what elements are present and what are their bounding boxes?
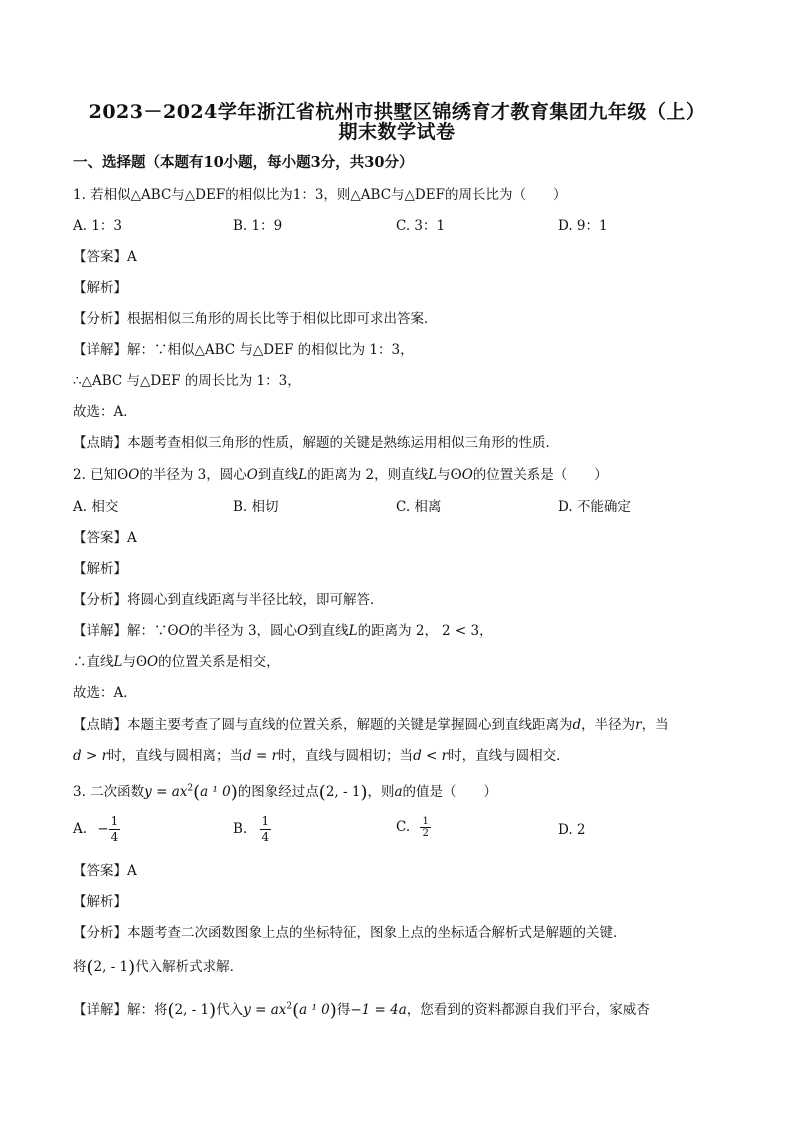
math-fraction [260,814,272,845]
dianjing-text: 本题考查相似三角形的性质，解题的关键是熟练运用相似三角形的性质． [127,435,559,451]
q2-step-part: ∴直线 [73,654,114,670]
q2-stem-part: 2. 已知 [73,467,118,483]
fraction-denominator: 4 [110,830,119,844]
math-paren: ) [209,1000,217,1021]
option-label: C. [396,819,411,835]
math-exponent: 2 [187,783,194,794]
math-paren: ( [292,1000,300,1021]
q3-xj-part: 解：将 [127,1002,168,1018]
q2-fenxi [73,588,384,608]
fenxi-tag: 【分析】 [73,592,127,608]
q2-option-c: C. 相离 [396,499,442,515]
q2-stem-part: 与 [437,467,451,483]
answer-value: A [127,863,137,879]
circle-symbol: ʘ [117,467,129,483]
q2-step-part: 与 [122,654,136,670]
math-op: = [251,748,272,764]
option-label: A. [73,821,88,837]
fraction-numerator: 1 [422,816,429,827]
q1-xiangjie [73,338,414,358]
dianjing-tag: 【点睛】 [73,435,127,451]
q1-dianjing [73,431,559,451]
q2-dj-part: 时，直线与圆相离；当 [108,748,244,764]
q3-option-a [73,814,120,845]
q2-dj-part: 本题主要考查了圆与直线的位置关系，解题的关键是掌握圆心到直线距离为 [127,717,573,733]
math-var-r: r [635,717,642,733]
q1-fenxi [73,307,438,327]
q3-stem-part: ，则 [367,784,395,800]
q3-stem-part: 的图象经过点 [237,784,319,800]
math-equation: −1 = 4a [350,1002,407,1018]
q2-stem-part: 的半径为 3，圆心 [139,467,247,483]
math-func: y = ax [243,1002,287,1018]
xiangjie-tag: 【详解】 [73,342,127,358]
q2-dj-part: ，当 [641,717,669,733]
math-paren: ( [193,782,201,803]
math-var-o: O [128,467,140,483]
math-var-d: d [572,717,582,733]
q3-fenxi [73,921,627,941]
q2-dianjing [73,713,669,733]
math-var-o: O [147,654,159,670]
math-point: 2, - 1 [325,784,361,800]
math-paren: ) [128,957,136,978]
q3-xj-part: 得 [336,1002,351,1018]
xiangjie-tag: 【详解】 [73,1002,127,1018]
q2-option-d: D. 不能确定 [558,499,631,515]
q1-stem: 1. 若相似△ABC与△DEF的相似比为1：3，则△ABC与△DEF的周长比为（ ） [73,187,567,203]
math-var-r: r [101,748,109,764]
math-var-l: L [113,654,123,670]
q1-option-a: A. 1：3 [73,218,123,234]
answer-tag: 【答案】 [73,530,127,546]
circle-symbol: ʘ [167,623,179,639]
math-var-r: r [271,748,279,764]
math-var-o: O [246,467,258,483]
fenxi-text: 根据相似三角形的周长比等于相似比即可求出答案． [127,311,438,327]
q2-stem-part: 的距离为 2，则直线 [307,467,429,483]
fraction-denominator: 2 [422,828,429,839]
q2-option-b: B. 相切 [233,499,279,515]
math-var-o: O [461,467,473,483]
math-condition: a ¹ 0 [200,784,231,800]
math-point: 2, - 1 [174,1002,210,1018]
math-exponent: 2 [286,1001,293,1012]
answer-tag: 【答案】 [73,863,127,879]
q1-step2: ∴△ABC 与△DEF 的周长比为 1：3， [73,373,301,389]
xiangjie-tag: 【详解】 [73,623,127,639]
math-paren: ) [230,782,238,803]
dianjing-tag: 【点睛】 [73,717,127,733]
fraction-denominator: 4 [261,830,270,844]
math-fraction [420,816,430,839]
q1-option-d: D. 9：1 [558,218,608,234]
q3-xj-part: 代入 [216,1002,244,1018]
math-inequality: 2 < 3 [441,623,480,639]
q3-stem-part: 3. 二次函数 [73,784,145,800]
math-point: 2, - 1 [93,959,129,975]
math-var-d: d [73,748,82,764]
xiangjie-text: 解：∵相似△ABC 与△DEF 的相似比为 1：3， [127,342,414,358]
math-var-o: O [297,623,309,639]
q2-xiangjie [73,619,493,639]
circle-symbol: ʘ [450,467,462,483]
q1-answer [73,245,137,265]
q2-stem [73,463,608,483]
math-condition: a ¹ 0 [299,1002,330,1018]
q2-xj-part: 的半径为 3，圆心 [189,623,298,639]
math-paren: ( [86,957,94,978]
q3-stem-part: 的值是（ ） [402,784,498,800]
q2-xj-part: 解：∵ [127,623,168,639]
fenxi-text: 本题考查二次函数图象上点的坐标特征，图象上点的坐标适合解析式是解题的关键． [127,925,627,941]
q3-option-b [233,814,271,845]
q1-option-b: B. 1：9 [233,218,283,234]
q1-option-c: C. 3：1 [396,218,446,234]
q2-dianjing-line2 [73,744,570,764]
q2-analysis-tag: 【解析】 [73,561,127,577]
math-paren: ( [167,1000,175,1021]
math-op: > [81,748,102,764]
math-var-r: r [441,748,449,764]
q2-stem-part: 到直线 [257,467,299,483]
q2-xj-part: ， [479,623,493,639]
fenxi-text: 将圆心到直线距离与半径比较，即可解答． [127,592,384,608]
q3-stem [73,780,497,803]
q3-option-c [396,816,431,839]
math-func: y = ax [144,784,188,800]
math-sign: − [97,821,109,837]
q2-dj-part: 时，直线与圆相切；当 [278,748,414,764]
fenxi-tag: 【分析】 [73,925,127,941]
q2-dj-part: 时，直线与圆相交． [448,748,570,764]
exam-title-line2: 期末数学试卷 [338,121,456,143]
answer-value: A [127,249,137,265]
q2-choose: 故选：A． [73,685,137,701]
exam-title-line1: 2023－2024学年浙江省杭州市拱墅区锦绣育才教育集团九年级（上） [88,101,706,123]
math-var-d: d [413,748,422,764]
q3-xiangjie [73,998,650,1021]
math-var-l: L [428,467,438,483]
q3-option-d: D. 2 [558,822,586,838]
q3-step [73,955,243,978]
math-paren: ) [329,1000,337,1021]
q2-step-part: 的位置关系是相交， [158,654,280,670]
q2-dj-part: ，半径为 [581,717,636,733]
q3-analysis-tag: 【解析】 [73,894,127,910]
math-fraction [109,814,121,845]
math-paren: ) [360,782,368,803]
circle-symbol: ʘ [135,654,148,670]
option-label: B. [233,821,248,837]
fraction-numerator: 1 [261,814,270,828]
fenxi-tag: 【分析】 [73,311,127,327]
q2-xj-part: 的距离为 2， [357,623,438,639]
q3-xj-part: ，您看到的资料都源自我们平台，家威杏 [406,1002,650,1018]
q2-stem-part: 的位置关系是（ ） [472,467,608,483]
q1-analysis-tag: 【解析】 [73,280,127,296]
q2-xj-part: 到直线 [308,623,349,639]
section-heading: 一、选择题（本题有10小题，每小题3分，共30分） [73,154,414,171]
q3-step-part: 代入解析式求解． [135,959,244,975]
fraction-numerator: 1 [110,814,119,828]
math-var-d: d [243,748,252,764]
math-op: < [421,748,442,764]
q3-step-part: 将 [73,959,87,975]
math-var-a: a [394,784,403,800]
answer-tag: 【答案】 [73,249,127,265]
q2-step2 [73,650,280,670]
math-var-l: L [298,467,308,483]
answer-value: A [127,530,137,546]
math-var-o: O [178,623,190,639]
q2-answer [73,526,137,546]
math-var-l: L [348,623,358,639]
math-paren: ( [318,782,326,803]
q1-choose: 故选：A． [73,404,137,420]
q3-answer [73,859,137,879]
q2-option-a: A. 相交 [73,499,119,515]
